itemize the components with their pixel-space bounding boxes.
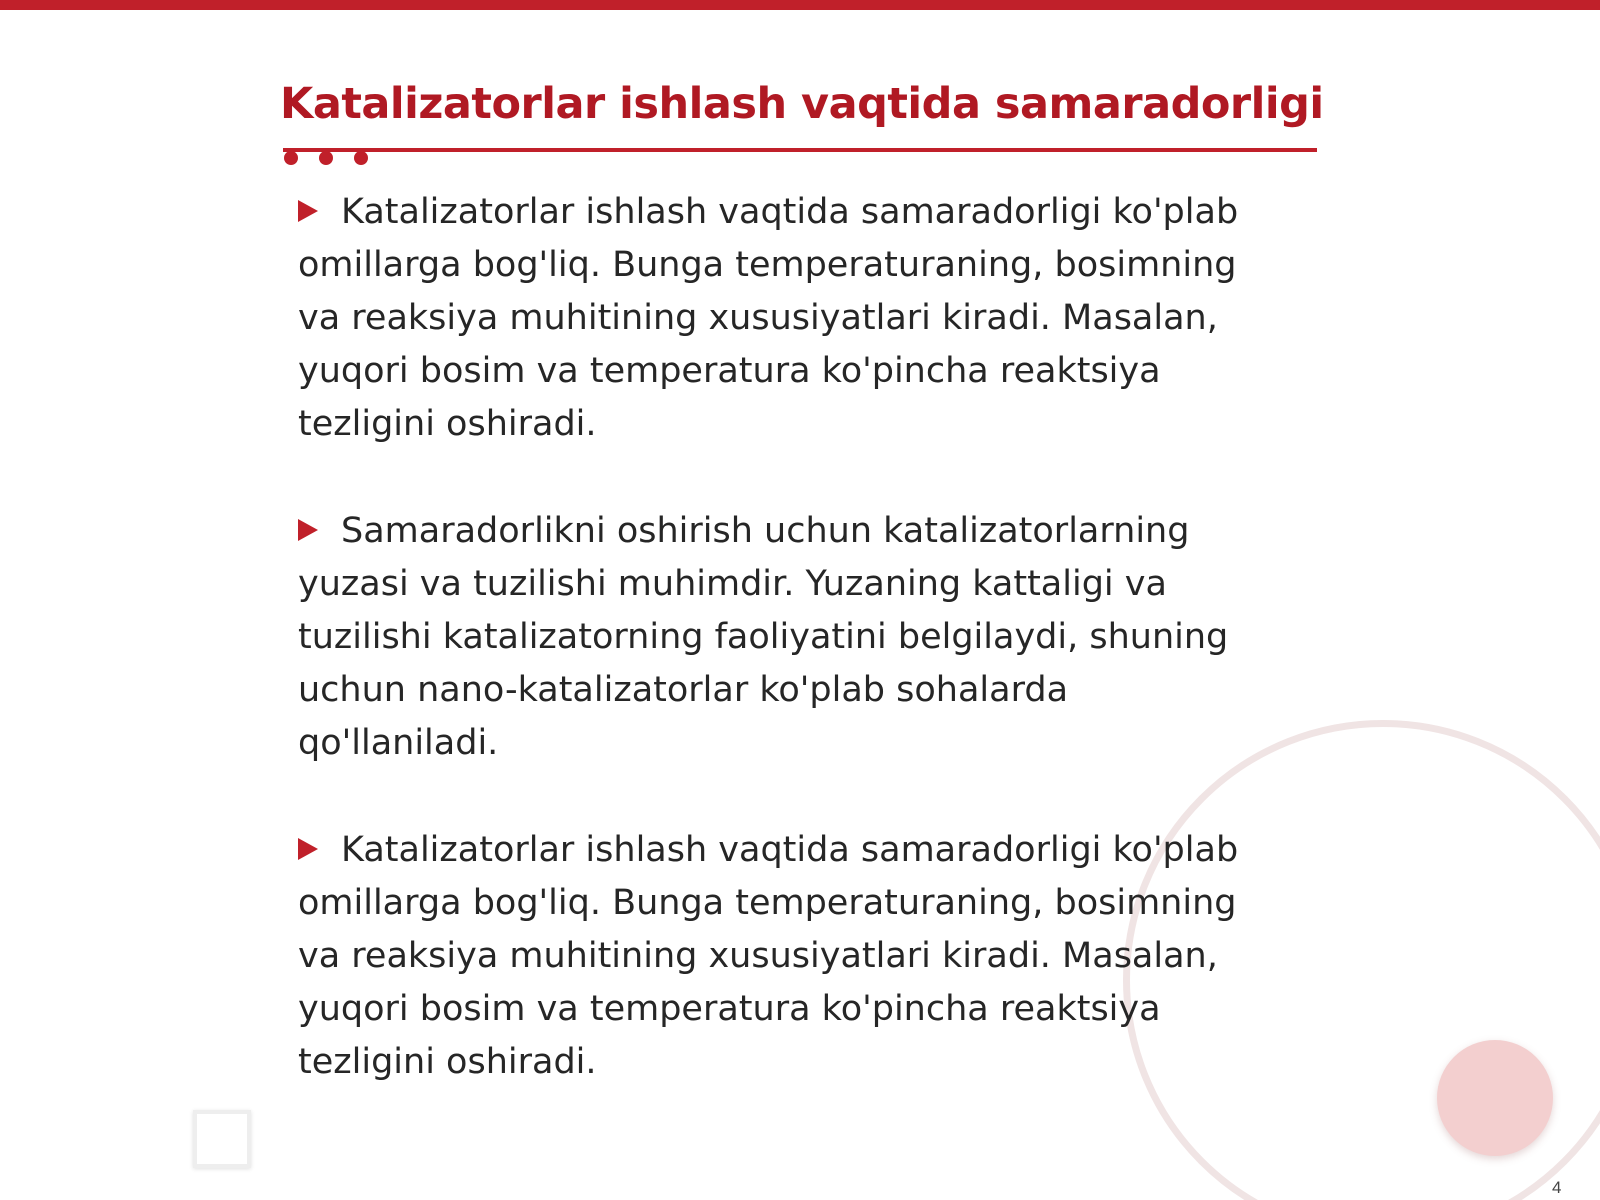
triangle-right-icon [298,200,318,222]
triangle-right-icon [298,519,318,541]
bullet-item [298,186,1278,451]
page-number: 4 [1552,1178,1562,1197]
decorative-disc [1437,1040,1553,1156]
slide-title: Katalizatorlar ishlash vaqtida samaradorligi [280,79,1324,129]
bullet-text: Katalizatorlar ishlash vaqtida samaradorligi ko'plab omillarga bog'liq. Bunga temperaturaning, bosimning va reaksiya muhitining xususiyatlari kiradi. Masalan, yuqori bosim va temperatura ko'pincha reaktsiya tezligini oshiradi. [298,830,1239,1082]
bullet-text: Samaradorlikni oshirish uchun katalizatorlarning yuzasi va tuzilishi muhimdir. Yuzaning kattaligi va tuzilishi katalizatorning faoliyatini belgilaydi, shuning uchun nano-katalizatorlar ko'plab sohalarda qo'llaniladi. [298,511,1229,763]
title-dot [284,151,298,165]
bullet-text: Katalizatorlar ishlash vaqtida samaradorligi ko'plab omillarga bog'liq. Bunga temperaturaning, bosimning va reaksiya muhitining xususiyatlari kiradi. Masalan, yuqori bosim va temperatura ko'pincha reaktsiya tezligini oshiradi. [298,192,1239,444]
title-dot [354,151,368,165]
bullet-item [298,505,1278,770]
top-accent-bar [0,0,1600,10]
title-dot [319,151,333,165]
bullet-list [298,186,1278,1143]
title-underline [283,148,1317,152]
decorative-square [193,1110,251,1168]
triangle-right-icon [298,838,318,860]
bullet-item [298,824,1278,1089]
